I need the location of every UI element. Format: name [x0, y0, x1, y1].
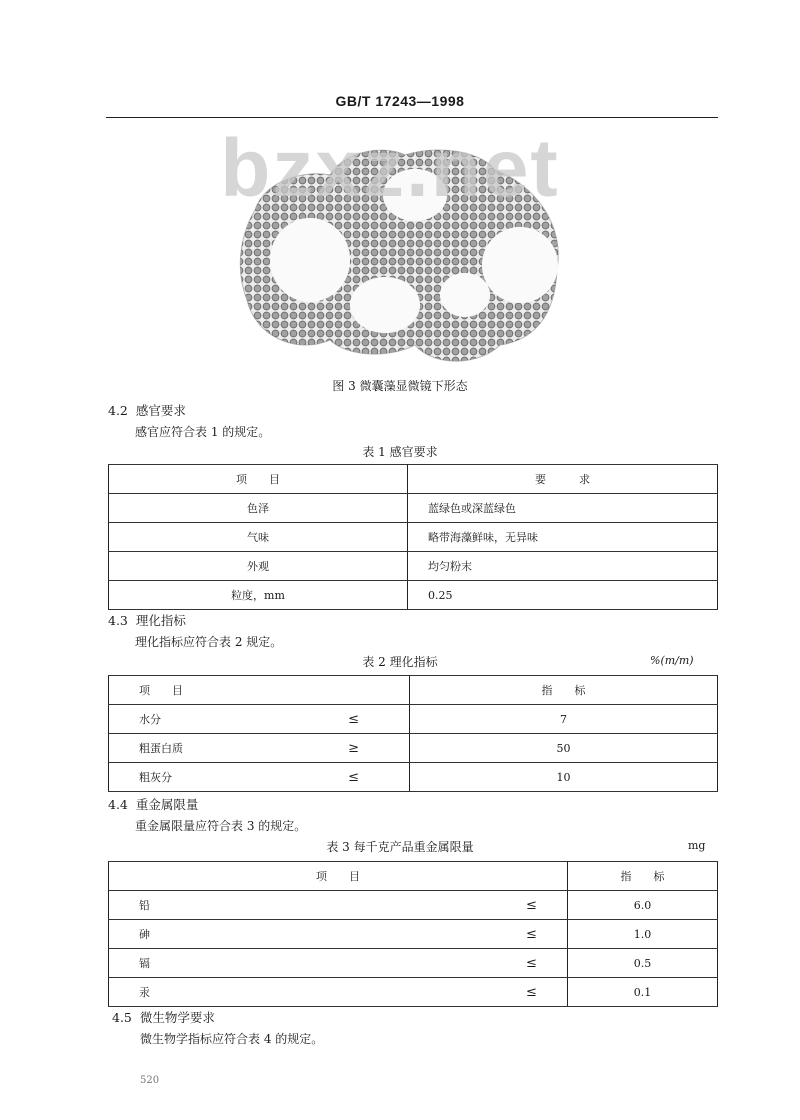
watermark: bzxz.net — [220, 123, 560, 214]
cell-item: 镉 — [109, 949, 340, 978]
cell-comparator: ≤ — [339, 891, 567, 920]
header-requirement: 要 求 — [408, 465, 718, 494]
section-4-5-heading — [112, 1008, 215, 1026]
table-row — [109, 523, 718, 552]
cell-comparator: ≤ — [339, 920, 567, 949]
section-4-4-heading — [108, 795, 198, 813]
cell-comparator: ≤ — [299, 763, 410, 792]
figure-caption: 图 3 微囊藻显微镜下形态 — [332, 379, 468, 393]
section-4-5-text: 微生物学指标应符合表 4 的规定。 — [140, 1032, 324, 1046]
cell-value: 7 — [410, 705, 718, 734]
header-indicator: 指 标 — [567, 862, 717, 891]
cell-value: 均匀粉末 — [408, 552, 718, 581]
section-number: 4.3 — [108, 613, 128, 628]
cell-item: 粗蛋白质 — [109, 734, 300, 763]
cell-comparator: ≤ — [339, 949, 567, 978]
cell-value: 0.25 — [408, 581, 718, 610]
table-header-row — [109, 862, 718, 891]
cell-comparator: ≥ — [299, 734, 410, 763]
cell-value: 10 — [410, 763, 718, 792]
section-number: 4.2 — [108, 403, 128, 418]
section-4-2-heading — [108, 401, 186, 419]
section-title: 重金属限量 — [135, 797, 199, 812]
section-number: 4.4 — [108, 797, 128, 812]
table-row — [109, 494, 718, 523]
table3-title: 表 3 每千克产品重金属限量 — [326, 840, 474, 854]
table-row — [109, 705, 718, 734]
header-rule — [106, 117, 718, 118]
section-title: 微生物学要求 — [139, 1010, 215, 1025]
table-row — [109, 763, 718, 792]
standard-code: GB/T 17243—1998 — [335, 93, 465, 109]
section-4-3-text: 理化指标应符合表 2 规定。 — [135, 635, 283, 649]
section-title: 感官要求 — [135, 403, 186, 418]
table-row — [109, 920, 718, 949]
table-row — [109, 552, 718, 581]
cell-item: 粒度，mm — [109, 581, 408, 610]
cell-value: 50 — [410, 734, 718, 763]
header-item: 项 目 — [109, 465, 408, 494]
table-row — [109, 891, 718, 920]
table3-unit: mg — [688, 839, 706, 852]
cell-comparator: ≤ — [339, 978, 567, 1007]
table-row — [109, 734, 718, 763]
section-4-2-text: 感官应符合表 1 的规定。 — [135, 425, 271, 439]
section-number: 4.5 — [112, 1010, 132, 1025]
table1-title: 表 1 感官要求 — [362, 445, 438, 459]
table-row — [109, 949, 718, 978]
table-row — [109, 581, 718, 610]
cell-item: 气味 — [109, 523, 408, 552]
cell-item: 外观 — [109, 552, 408, 581]
section-title: 理化指标 — [135, 613, 186, 628]
cell-value: 蓝绿色或深蓝绿色 — [408, 494, 718, 523]
header-indicator: 指 标 — [410, 676, 718, 705]
table-physicochemical — [108, 675, 718, 792]
cell-item: 水分 — [109, 705, 300, 734]
table-sensory-requirements — [108, 464, 718, 610]
table-header-row — [109, 676, 718, 705]
header-item: 项 目 — [109, 862, 568, 891]
cell-item: 色泽 — [109, 494, 408, 523]
table-header-row — [109, 465, 718, 494]
cell-value: 0.5 — [567, 949, 717, 978]
cell-value: 1.0 — [567, 920, 717, 949]
section-4-4-text: 重金属限量应符合表 3 的规定。 — [135, 819, 307, 833]
table2-unit: %(m/m) — [650, 654, 694, 667]
cell-item: 铅 — [109, 891, 340, 920]
header-item: 项 目 — [109, 676, 300, 705]
cell-value: 略带海藻鲜味，无异味 — [408, 523, 718, 552]
table2-title: 表 2 理化指标 — [362, 655, 438, 669]
header-spacer — [299, 676, 410, 705]
cell-item: 粗灰分 — [109, 763, 300, 792]
cell-comparator: ≤ — [299, 705, 410, 734]
cell-item: 砷 — [109, 920, 340, 949]
cell-value: 6.0 — [567, 891, 717, 920]
section-4-3-heading — [108, 611, 186, 629]
cell-value: 0.1 — [567, 978, 717, 1007]
table-heavy-metals — [108, 861, 718, 1007]
page-number: 520 — [140, 1075, 160, 1086]
cell-item: 汞 — [109, 978, 340, 1007]
table-row — [109, 978, 718, 1007]
